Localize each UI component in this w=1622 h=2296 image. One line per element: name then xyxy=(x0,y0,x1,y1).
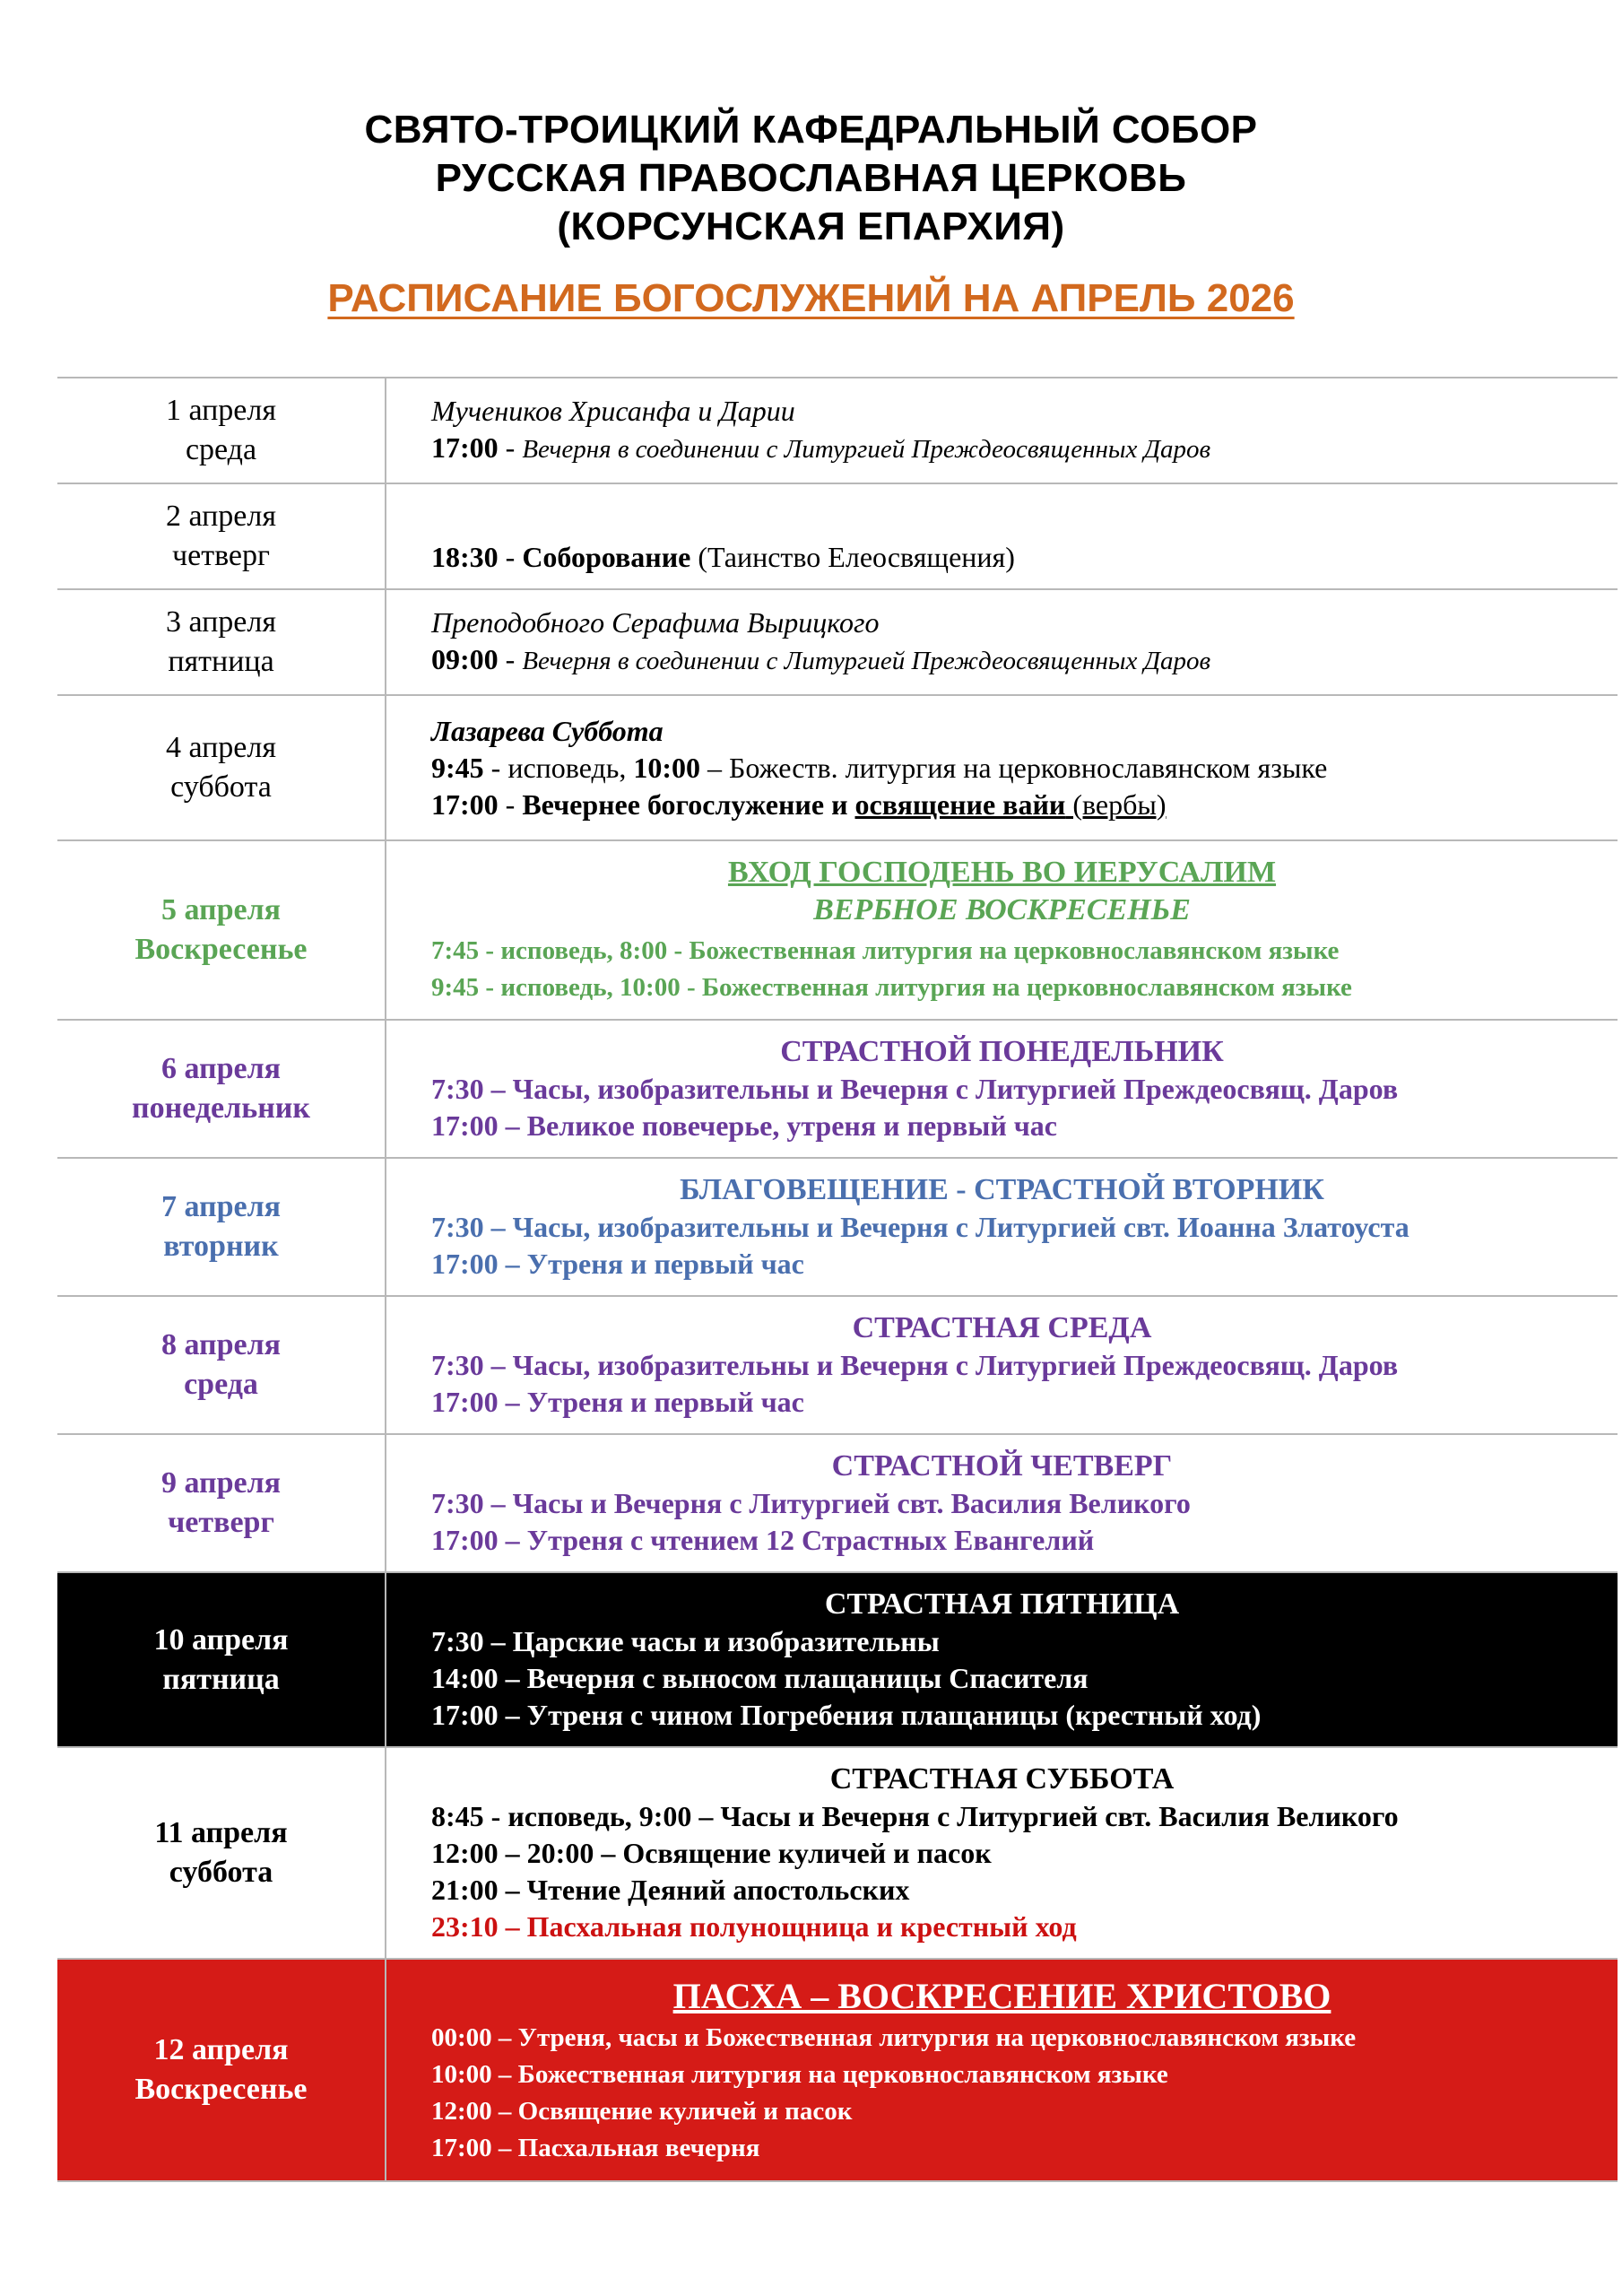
date-label: 9 апреля xyxy=(160,1466,282,1500)
event-line: 12:00 – 20:00 – Освящение куличей и пасок xyxy=(431,1837,992,1869)
event-title: Соборование xyxy=(522,541,691,573)
event-text: (вербы) xyxy=(1065,787,1167,821)
date-cell xyxy=(57,483,386,589)
table-row xyxy=(57,1747,1618,1959)
diocese-title: (КОРСУНСКАЯ ЕПАРХИЯ) xyxy=(557,204,1065,248)
event-line: 12:00 – Освящение куличей и пасок xyxy=(431,2097,853,2126)
weekday-label: суббота xyxy=(170,770,272,804)
feast-title: Лазарева Суббота xyxy=(431,714,664,747)
event-title: Вечернее богослужение и xyxy=(522,787,855,821)
date-label: 10 апреля xyxy=(153,1622,289,1657)
weekday-label: пятница xyxy=(168,645,274,678)
table-row xyxy=(57,1158,1618,1296)
event-line: 21:00 – Чтение Деяний апостольских xyxy=(431,1874,910,1906)
weekday-label: суббота xyxy=(169,1856,273,1889)
event-line: 8:45 - исповедь, 9:00 – Часы и Вечерня с Литургией свт. Василия Великого xyxy=(431,1800,1399,1832)
events-cell xyxy=(386,840,1618,1020)
weekday-label: пятница xyxy=(162,1662,280,1696)
event-time: 17:00 xyxy=(431,787,499,821)
event-line: 7:45 - исповедь, 8:00 - Божественная литургия на церковнославянском языке xyxy=(431,936,1340,965)
feast-title: СТРАСТНОЙ ПОНЕДЕЛЬНИК xyxy=(780,1035,1224,1068)
schedule-title: РАСПИСАНИЕ БОГОСЛУЖЕНИЙ НА АПРЕЛЬ 2026 xyxy=(327,276,1295,320)
table-row xyxy=(57,1296,1618,1434)
date-label: 8 апреля xyxy=(160,1328,282,1361)
events-cell xyxy=(386,1434,1618,1572)
church-title: РУССКАЯ ПРАВОСЛАВНАЯ ЦЕРКОВЬ xyxy=(435,156,1187,200)
schedule-table xyxy=(57,377,1618,2182)
table-row xyxy=(57,589,1618,695)
events-cell xyxy=(386,378,1618,483)
table-row xyxy=(57,483,1618,589)
saint-commemoration: Преподобного Серафима Вырицкого xyxy=(431,606,880,639)
event-separator: - xyxy=(498,541,523,573)
events-cell xyxy=(386,1959,1618,2181)
date-cell xyxy=(57,1959,386,2181)
date-label: 12 апреля xyxy=(153,2033,289,2066)
date-cell xyxy=(57,378,386,483)
date-label: 11 апреля xyxy=(154,1816,288,1849)
event-title-underlined: освящение вайи xyxy=(854,787,1066,821)
feast-title: ПАСХА – ВОСКРЕСЕНИЕ ХРИСТОВО xyxy=(672,1976,1331,2016)
event-line: 17:00 – Великое повечерье, утреня и первый час xyxy=(431,1109,1057,1142)
events-cell xyxy=(386,1296,1618,1434)
weekday-label: среда xyxy=(184,1368,258,1401)
weekday-label: четверг xyxy=(172,539,270,572)
date-label: 4 апреля xyxy=(165,731,277,764)
event-separator: - xyxy=(498,643,523,675)
event-line: 7:30 – Часы, изобразительны и Вечерня с Литургией Преждеосвящ. Даров xyxy=(431,1349,1399,1381)
date-cell xyxy=(57,1296,386,1434)
event-time: 09:00 xyxy=(431,643,499,675)
event-line: 17:00 – Утреня и первый час xyxy=(431,1248,804,1280)
date-label: 5 апреля xyxy=(160,893,282,926)
feast-title: СТРАСТНАЯ ПЯТНИЦА xyxy=(824,1587,1180,1621)
event-line xyxy=(431,787,1618,823)
event-line: 9:45 - исповедь, 10:00 - Божественная литургия на церковнославянском языке xyxy=(431,973,1352,1002)
saint-commemoration: Мучеников Хрисанфа и Дарии xyxy=(431,395,795,427)
event-text: – Божеств. литургия на церковнославянском языке xyxy=(700,751,1328,784)
event-text: (Таинство Елеосвящения) xyxy=(690,541,1015,573)
event-line: 17:00 – Утреня с чином Погребения плащаницы (крестный ход) xyxy=(431,1699,1262,1731)
event-line: 7:30 – Царские часы и изобразительны xyxy=(431,1625,940,1657)
event-time: 17:00 xyxy=(431,431,499,464)
event-text: - исповедь, xyxy=(483,751,634,784)
weekday-label: среда xyxy=(185,433,257,466)
event-line: 14:00 – Вечерня с выносом плащаницы Спасителя xyxy=(431,1662,1089,1694)
table-row xyxy=(57,1959,1618,2181)
events-cell xyxy=(386,1020,1618,1158)
feast-subtitle: ВЕРБНОЕ ВОСКРЕСЕНЬЕ xyxy=(813,893,1191,926)
event-line xyxy=(431,430,1618,468)
feast-title: СТРАСТНАЯ СУББОТА xyxy=(829,1762,1175,1796)
event-line-highlighted: 23:10 – Пасхальная полунощница и крестный ход xyxy=(431,1910,1077,1943)
date-cell xyxy=(57,589,386,695)
weekday-label: четверг xyxy=(168,1506,274,1539)
weekday-label: понедельник xyxy=(132,1091,310,1125)
table-row xyxy=(57,378,1618,483)
feast-title: СТРАСТНАЯ СРЕДА xyxy=(852,1311,1152,1344)
event-line: 17:00 – Утреня и первый час xyxy=(431,1386,804,1418)
feast-title: СТРАСТНОЙ ЧЕТВЕРГ xyxy=(831,1449,1173,1483)
table-row xyxy=(57,695,1618,840)
table-row xyxy=(57,1434,1618,1572)
date-cell xyxy=(57,1747,386,1959)
weekday-label: Воскресенье xyxy=(134,933,308,966)
event-line: 10:00 – Божественная литургия на церковнославянском языке xyxy=(431,2060,1168,2089)
feast-title: ВХОД ГОСПОДЕНЬ ВО ИЕРУСАЛИМ xyxy=(727,856,1277,889)
event-line xyxy=(431,539,1618,576)
event-separator: - xyxy=(498,431,523,464)
document-header xyxy=(0,0,1622,321)
date-label: 3 апреля xyxy=(165,605,277,639)
event-text: Вечерня в соединении с Литургией Преждеосвященных Даров xyxy=(522,435,1211,464)
weekday-label: Воскресенье xyxy=(134,2073,308,2106)
event-time: 10:00 xyxy=(633,751,700,784)
event-line: 00:00 – Утреня, часы и Божественная литургия на церковнославянском языке xyxy=(431,2023,1357,2052)
event-time: 18:30 xyxy=(431,541,499,573)
date-cell xyxy=(57,1020,386,1158)
event-text: Вечерня в соединении с Литургией Преждеосвященных Даров xyxy=(522,647,1211,675)
events-cell xyxy=(386,483,1618,589)
date-label: 6 апреля xyxy=(160,1052,282,1085)
event-time: 9:45 xyxy=(431,751,484,784)
date-cell xyxy=(57,1434,386,1572)
date-cell xyxy=(57,1572,386,1747)
events-cell xyxy=(386,1158,1618,1296)
event-line: 7:30 – Часы, изобразительны и Вечерня с Литургией свт. Иоанна Златоуста xyxy=(431,1211,1409,1243)
event-line: 17:00 – Утреня с чтением 12 Страстных Евангелий xyxy=(431,1524,1095,1556)
weekday-label: вторник xyxy=(163,1230,279,1263)
date-label: 2 апреля xyxy=(165,500,277,533)
event-line xyxy=(431,641,1618,680)
events-cell xyxy=(386,589,1618,695)
event-separator: - xyxy=(498,787,523,821)
event-line: 17:00 – Пасхальная вечерня xyxy=(431,2134,760,2162)
date-cell xyxy=(57,1158,386,1296)
table-row xyxy=(57,1572,1618,1747)
date-label: 1 апреля xyxy=(165,394,277,427)
date-cell xyxy=(57,840,386,1020)
cathedral-title: СВЯТО-ТРОИЦКИЙ КАФЕДРАЛЬНЫЙ СОБОР xyxy=(364,108,1258,152)
event-line: 7:30 – Часы и Вечерня с Литургией свт. Василия Великого xyxy=(431,1487,1191,1519)
date-label: 7 апреля xyxy=(160,1190,282,1223)
date-cell xyxy=(57,695,386,840)
events-cell xyxy=(386,1747,1618,1959)
table-row xyxy=(57,840,1618,1020)
events-cell xyxy=(386,1572,1618,1747)
events-cell xyxy=(386,695,1618,840)
event-line: 7:30 – Часы, изобразительны и Вечерня с Литургией Преждеосвящ. Даров xyxy=(431,1073,1399,1105)
table-row xyxy=(57,1020,1618,1158)
feast-title: БЛАГОВЕЩЕНИЕ - СТРАСТНОЙ ВТОРНИК xyxy=(680,1173,1324,1206)
event-line xyxy=(431,750,1618,787)
